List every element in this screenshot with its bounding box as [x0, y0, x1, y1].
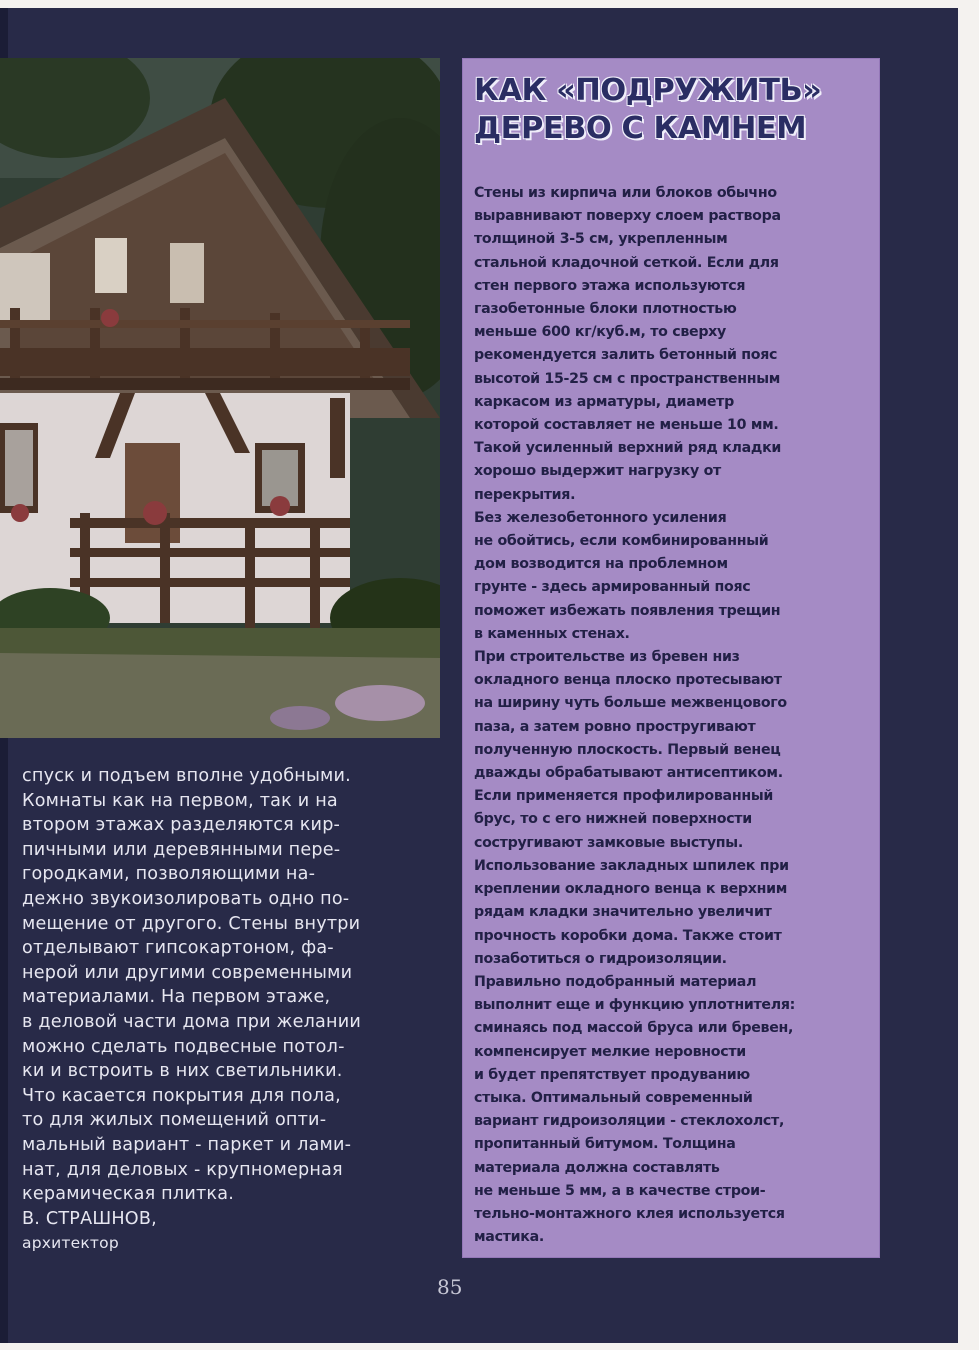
panel-line: вариант гидроизоляции - стеклохолст, [474, 1113, 785, 1130]
panel-line: состругивают замковые выступы. [474, 834, 743, 851]
left-line: втором этажах разделяются кир- [22, 815, 341, 836]
panel-line: не меньше 5 мм, а в качестве строи- [474, 1182, 766, 1199]
panel-line: выполнит еще и функцию уплотнителя: [474, 997, 796, 1014]
panel-line: меньше 600 кг/куб.м, то сверху [474, 324, 726, 341]
panel-line: паза, а затем ровно простругивают [474, 718, 756, 735]
left-line: нерой или другими современными [22, 962, 353, 983]
left-line: спуск и подъем вполне удобными. [22, 766, 351, 786]
panel-line: Такой усиленный верхний ряд кладки [474, 440, 782, 457]
panel-line: поможет избежать появления трещин [474, 602, 781, 619]
panel-line: Правильно подобранный материал [474, 973, 757, 990]
left-line: мещение от другого. Стены внутри [22, 913, 361, 934]
left-line: городками, позволяющими на- [22, 864, 316, 885]
panel-line: грунте - здесь армированный пояс [474, 579, 751, 596]
panel-line: сминаясь под массой бруса или бревен, [474, 1020, 794, 1037]
left-line: дежно звукоизолировать одно по- [22, 888, 350, 909]
left-line: ки и встроить в них светильники. [22, 1061, 343, 1082]
panel-line: прочность коробки дома. Также стоит [474, 927, 782, 944]
panel-line: материала должна составлять [474, 1159, 720, 1176]
left-line: материалами. На первом этаже, [22, 987, 331, 1008]
author-role: архитектор [22, 1234, 119, 1253]
left-column-text [22, 764, 452, 1255]
panel-line: хорошо выдержит нагрузку от [474, 463, 721, 480]
page-number: 85 [437, 1275, 463, 1299]
panel-line: которой составляет не меньше 10 мм. [474, 417, 779, 434]
panel-line: газобетонные блоки плотностью [474, 301, 737, 318]
left-line: отделывают гипсокартоном, фа- [22, 938, 334, 959]
headline-line-1: КАК «ПОДРУЖИТЬ» [474, 73, 822, 108]
panel-line: стен первого этажа используются [474, 277, 746, 294]
panel-line: Без железобетонного усиления [474, 509, 727, 526]
panel-line: При строительстве из бревен низ [474, 649, 740, 666]
panel-line: высотой 15-25 см с пространственным [474, 370, 781, 387]
panel-line: полученную плоскость. Первый венец [474, 741, 781, 758]
left-line: мальный вариант - паркет и лами- [22, 1134, 352, 1155]
headline-line-2: ДЕРЕВО С КАМНЕМ [474, 111, 807, 146]
house-illustration [0, 58, 440, 738]
panel-line: рекомендуется залить бетонный пояс [474, 347, 778, 364]
panel-line: позаботиться о гидроизоляции. [474, 950, 727, 967]
panel-line: тельно-монтажного клея используется [474, 1205, 785, 1222]
panel-line: дом возводится на проблемном [474, 556, 728, 573]
panel-line: стыка. Оптимальный современный [474, 1089, 753, 1106]
panel-line: дважды обрабатывают антисептиком. [474, 765, 783, 782]
panel-line: пропитанный битумом. Толщина [474, 1136, 736, 1153]
panel-line: в каменных стенах. [474, 625, 630, 642]
panel-line: окладного венца плоско протесывают [474, 672, 782, 689]
panel-line: толщиной 3-5 см, укрепленным [474, 231, 728, 248]
left-line: то для жилых помещений опти- [22, 1110, 327, 1131]
panel-line: мастика. [474, 1229, 544, 1246]
panel-line: Стены из кирпича или блоков обычно [474, 185, 777, 201]
panel-line: брус, то с его нижней поверхности [474, 811, 752, 828]
panel-line: каркасом из арматуры, диаметр [474, 393, 734, 410]
panel-line: рядам кладки значительно увеличит [474, 904, 772, 921]
panel-line: Использование закладных шпилек при [474, 857, 789, 874]
panel-line: креплении окладного венца к верхним [474, 881, 788, 898]
panel-body-text [474, 182, 876, 1249]
left-line: Что касается покрытия для пола, [22, 1085, 341, 1106]
panel-line: перекрытия. [474, 486, 576, 503]
left-line: нат, для деловых - крупномерная [22, 1159, 343, 1180]
left-line: пичными или деревянными пере- [22, 839, 341, 860]
left-line: в деловой части дома при желании [22, 1011, 361, 1032]
article-headline [474, 72, 874, 148]
panel-line: Если применяется профилированный [474, 788, 773, 805]
panel-line: стальной кладочной сеткой. Если для [474, 254, 779, 271]
house-photo [0, 58, 440, 738]
panel-line: компенсирует мелкие неровности [474, 1043, 746, 1060]
sidebar-panel [462, 58, 880, 1258]
left-line: керамическая плитка. [22, 1184, 235, 1205]
panel-line: на ширину чуть больше межвенцового [474, 695, 787, 712]
panel-line: и будет препятствует продуванию [474, 1066, 750, 1083]
left-line: Комнаты как на первом, так и на [22, 790, 338, 811]
panel-line: выравнивают поверху слоем раствора [474, 208, 781, 225]
author-name: В. СТРАШНОВ, [22, 1208, 157, 1229]
left-line: можно сделать подвесные потол- [22, 1036, 345, 1057]
panel-line: не обойтись, если комбинированный [474, 533, 769, 550]
